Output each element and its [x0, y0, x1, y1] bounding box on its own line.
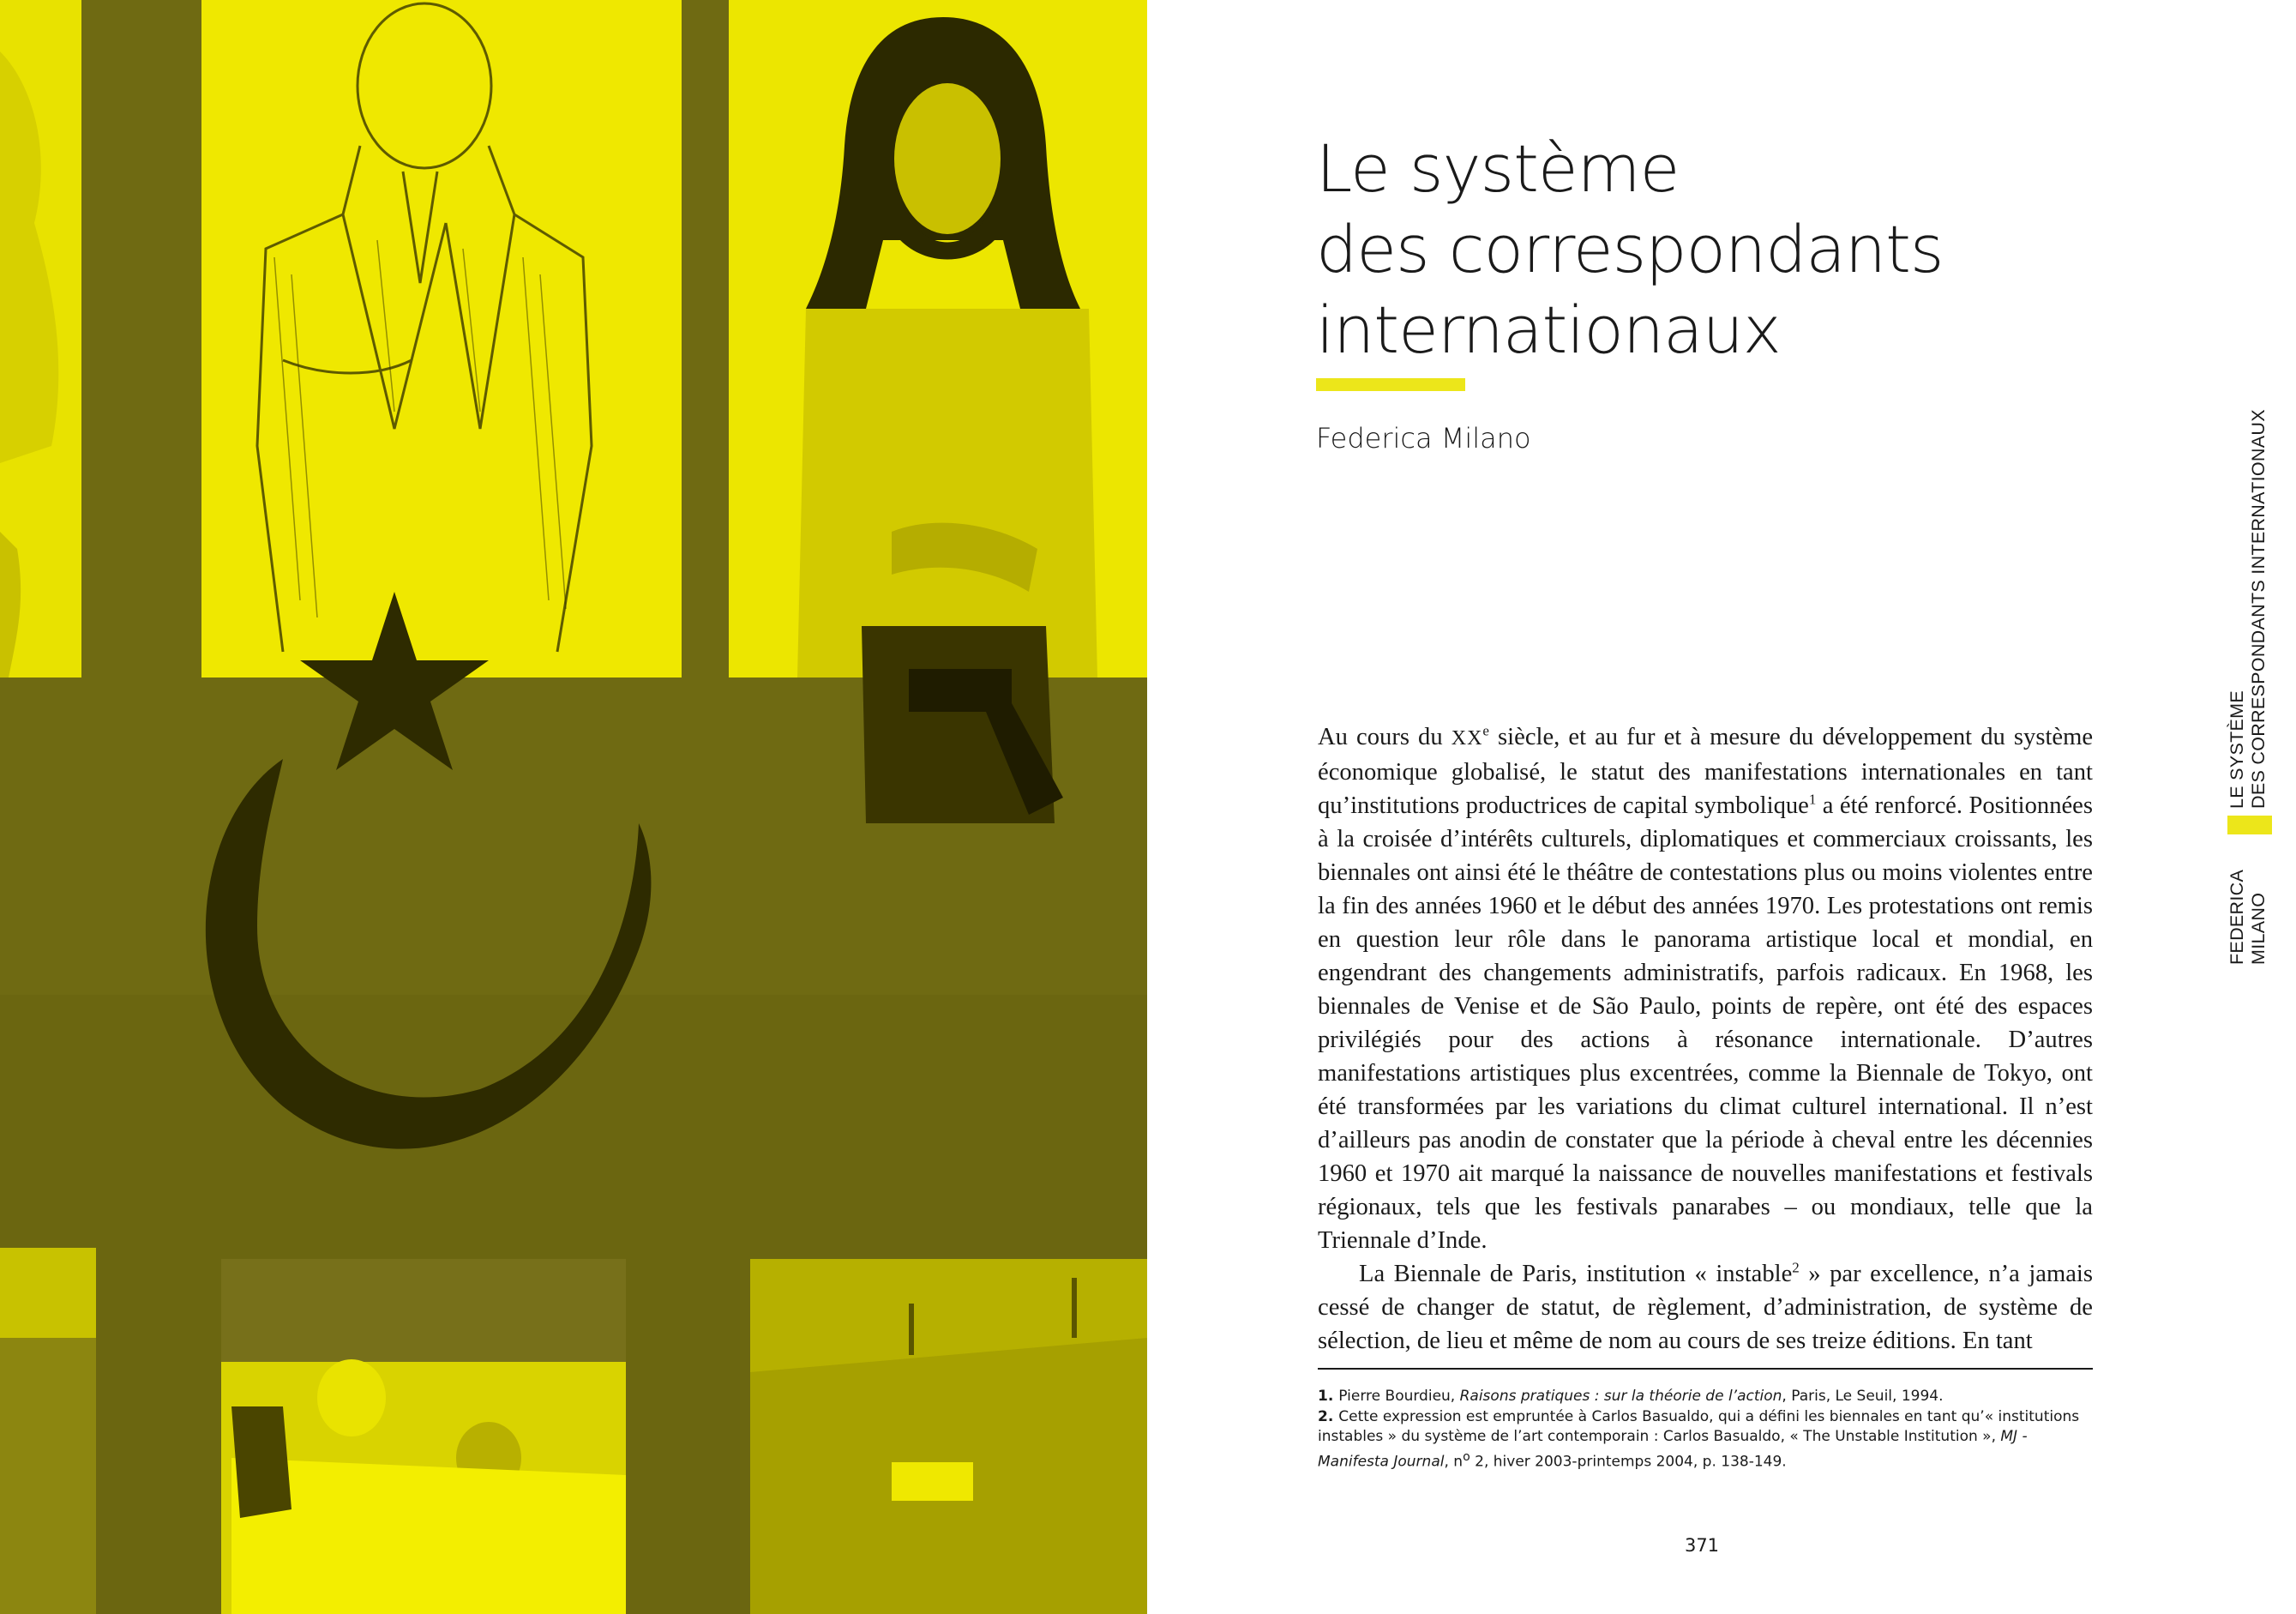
footnote-number: 2. [1318, 1407, 1334, 1425]
text-run: Cette expression est empruntée à Carlos Basualdo, qui a défini les biennales en tant qu’« institutions instables » du système de l’art contemporain : Carlos Basualdo, « The Unstable Institution », [1318, 1407, 2080, 1445]
text-run: » par excellence, n’a jamais cessé de changer de statut, de règlement, d’administration, de système de sélection, de lieu et même de nom au cours de ses treize éditions. En tant [1318, 1261, 2094, 1354]
title-line: des correspondants [1316, 211, 1944, 287]
century-superscript: e [1482, 722, 1489, 739]
running-header-author-line: MILANO [2248, 892, 2269, 965]
citation-title: Raisons pratiques : sur la théorie de l’action [1459, 1388, 1782, 1405]
paragraph [1318, 1257, 2093, 1358]
text-run: Au cours du [1318, 724, 1452, 750]
text-run: a été renforcé. Positionnées à la croisée d’intérêts culturels, diplomatiques et commerciaux croissants, les biennales ont ainsi été le théâtre de contestations plus ou moins violentes entre la fin des années 1960 et le début des années 1970. Les protestations ont remis en question leur rôle dans le panorama artistique local et mondial, en engendrant des changements administratifs, parfois radicaux. En 1968, les biennales de Venise et de São Paulo, points de repère, ont été des espaces privilégiés pour des actions à résonance internationale. D’autres manifestations artistiques plus excentrées, comme la Biennale de Tokyo, ont été transformées par les variations du climat culturel international. Il n’est d’ailleurs pas anodin de constater que la période à cheval entre les décennies 1960 et 1970 ait marqué la naissance de nouvelles manifestations et festivals régionaux, tels que les festivals panarabes – ou mondiaux, telle que la Triennale d’Inde. [1318, 792, 2093, 1254]
body-text [1318, 720, 2093, 1358]
running-header [2214, 409, 2291, 965]
century-numeral [1452, 724, 1489, 750]
running-header-title-line: LE SYSTÈME [2227, 690, 2247, 809]
text-run: La Biennale de Paris, institution « instable [1359, 1261, 1793, 1287]
text-run: siècle, et au fur et à mesure du développement du système économique globalisé, le statut des manifestations internationales en tant qu’institutions productrices de capital symbolique [1318, 724, 2094, 819]
running-header-author-line: FEDERICA [2227, 869, 2247, 965]
article-author: Federica Milano [1316, 422, 1531, 455]
superscript: o [1463, 1449, 1470, 1464]
citation-title: MJ - Manifesta Journal [1318, 1428, 2028, 1471]
paragraph [1318, 720, 2093, 1257]
photograph-illustration [0, 0, 1147, 1614]
text-run: , Paris, Le Seuil, 1994. [1782, 1388, 1944, 1405]
running-header-bar [2227, 816, 2272, 834]
running-header-title-line: DES CORRESPONDANTS INTERNATIONAUX [2248, 409, 2269, 809]
text-run: 2, hiver 2003-printemps 2004, p. 138-149. [1470, 1453, 1787, 1471]
footnote-ref[interactable]: 1 [1808, 791, 1817, 808]
duotone-photograph [0, 0, 1147, 1614]
page-number: 371 [1684, 1535, 1720, 1556]
title-underline-bar [1316, 378, 1465, 391]
footnote-divider [1318, 1368, 2093, 1370]
footnote-number: 1. [1318, 1388, 1334, 1405]
footnote [1318, 1387, 2093, 1407]
title-line: Le système [1316, 130, 1680, 207]
running-header-title [2227, 409, 2269, 809]
title-line: internationaux [1316, 292, 1781, 368]
footnote [1318, 1407, 2093, 1472]
footnote-ref[interactable]: 2 [1792, 1259, 1800, 1276]
text-run: Pierre Bourdieu, [1338, 1388, 1460, 1405]
text-run: , n [1444, 1453, 1464, 1471]
running-header-author [2227, 836, 2269, 965]
footnotes [1318, 1387, 2093, 1472]
century-roman: XX [1451, 727, 1483, 750]
article-title [1316, 129, 2088, 370]
